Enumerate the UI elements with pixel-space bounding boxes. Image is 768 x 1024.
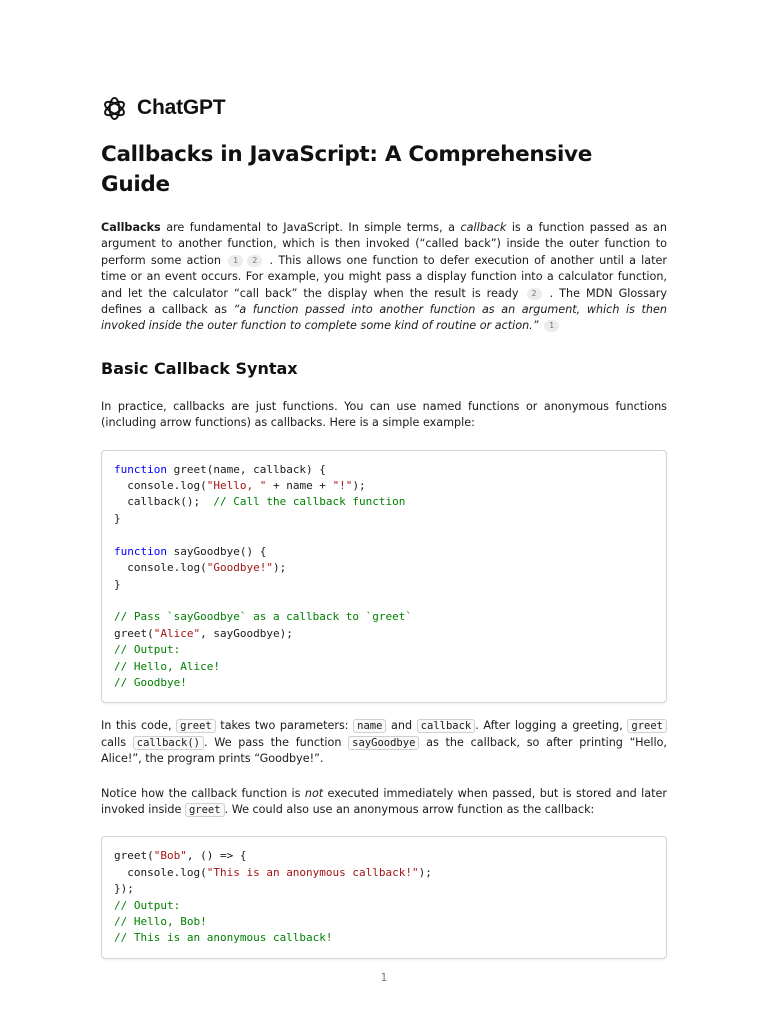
intro-text: . This allows one function to defer execution of another until a later time or an event occurs. For example, you might pass a display function into a calculator function, and let the calculator “call back” the display when the result is ready	[101, 253, 667, 300]
section-paragraph: In practice, callbacks are just functions. You can use named functions or anonymous functions (including arrow functions) as callbacks. Here is a simple example:	[101, 399, 667, 430]
document-page	[101, 94, 667, 959]
inline-code: greet	[176, 719, 216, 733]
inline-code: callback	[417, 719, 476, 733]
inline-code: callback()	[133, 736, 204, 750]
inline-code: greet	[185, 803, 225, 817]
intro-text: are fundamental to JavaScript. In simple terms, a	[160, 221, 461, 234]
explanation-paragraph: In this code, greet takes two parameters: name and callback . After logging a greeting, greet calls callback() . We pass the function sayGoodbye as the callback, so after printing “Hello, Alice!”, the program prints “Goodbye!”.	[101, 719, 667, 766]
intro-text: is a function passed as an argument to another function, which is then invoked (“called back”) inside the outer function to perform some action	[101, 221, 667, 267]
inline-code: name	[353, 719, 386, 733]
mdn-quote: “a function passed into another function as an argument, which is then invoked inside the outer function to complete some kind of routine or action.”	[101, 303, 667, 333]
page-number: 1	[380, 972, 388, 984]
citation-badge[interactable]: 2	[247, 255, 262, 267]
openai-logo-icon	[101, 95, 128, 122]
page-title: Callbacks in JavaScript: A Comprehensive Guide	[101, 142, 593, 197]
code-block[interactable]: greet("Bob", () => { console.log("This is an anonymous callback!"); }); // Output: // Hello, Bob! // This is an anonymous callback!	[101, 836, 667, 958]
brand-name: ChatGPT	[137, 96, 226, 119]
intro-italic-term: callback	[460, 221, 507, 234]
intro-text: . The MDN Glossary defines a callback as	[101, 286, 667, 317]
notice-paragraph: Notice how the callback function is not executed immediately when passed, but is stored and later invoked inside greet . We could also use an anonymous arrow function as the callback:	[101, 786, 667, 816]
citation-badge[interactable]: 2	[527, 288, 542, 300]
inline-code: greet	[627, 719, 667, 733]
code-block[interactable]: function greet(name, callback) { console.log("Hello, " + name + "!"); callback(); // Call the callback function } function sayGoodbye() { console.log("Goodbye!"); } // Pass `sayGoodbye` as a callback to `greet` greet("Alice", sayGoodbye); // Output: // Hello, Alice! // Goodbye!	[101, 450, 667, 704]
intro-paragraph	[101, 220, 667, 335]
section-heading: Basic Callback Syntax	[101, 358, 298, 378]
citation-badge[interactable]: 1	[228, 255, 243, 267]
inline-code: sayGoodbye	[348, 736, 419, 750]
intro-bold-term: Callbacks	[101, 221, 161, 234]
brand-header	[101, 94, 667, 122]
citation-badge[interactable]: 1	[544, 320, 559, 332]
